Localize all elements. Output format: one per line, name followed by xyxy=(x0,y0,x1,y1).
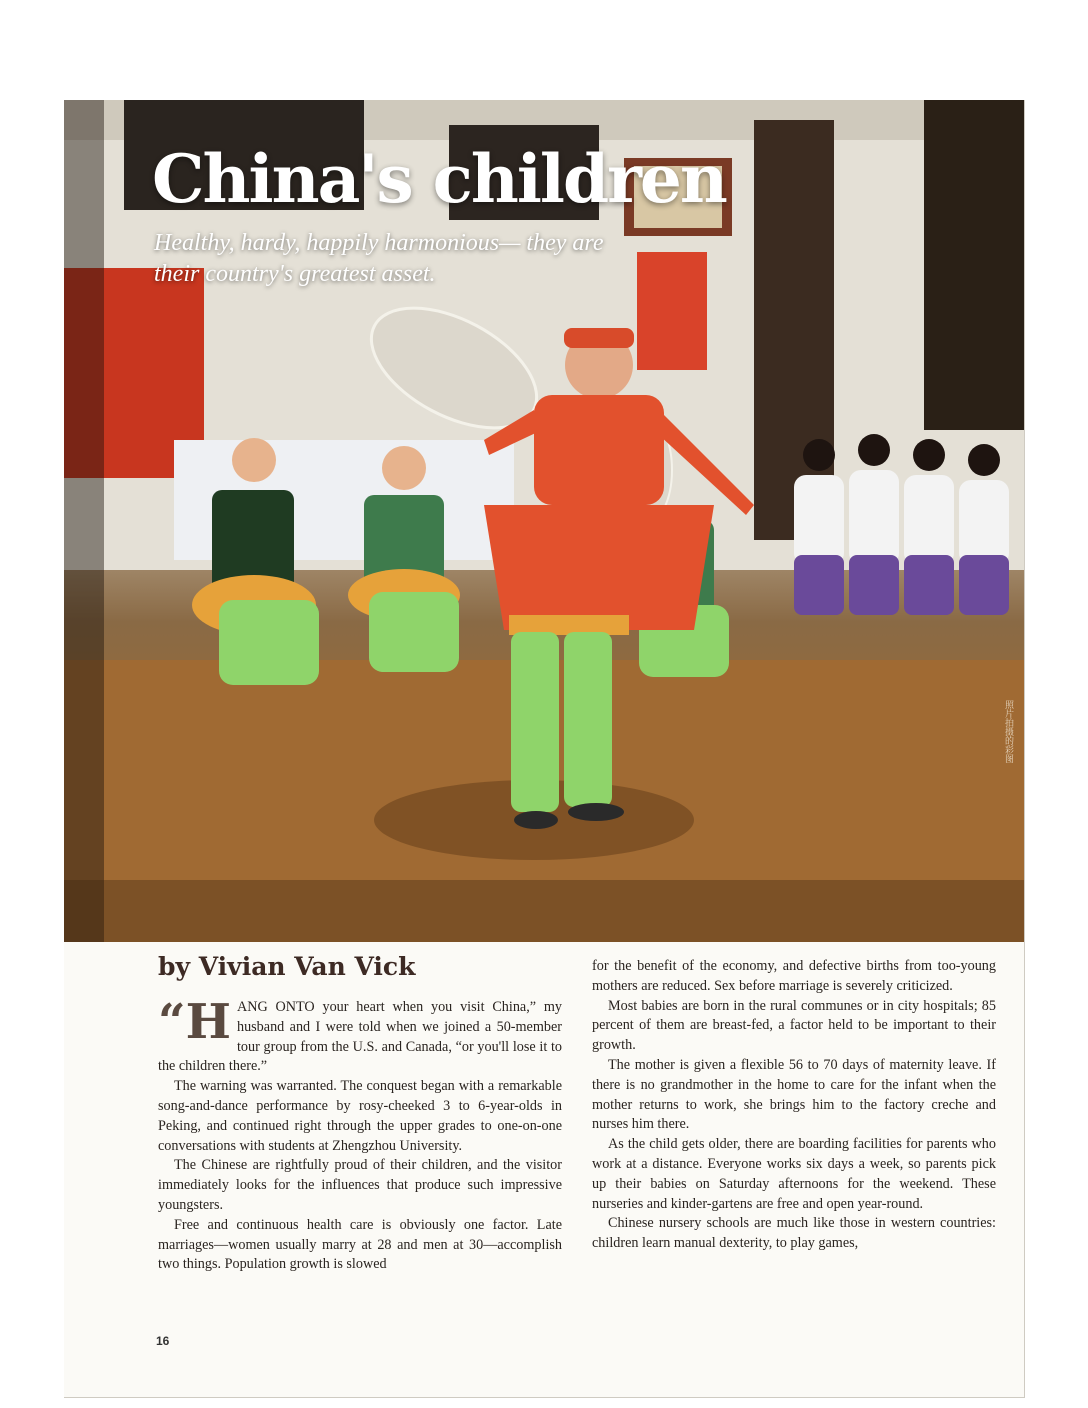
drop-cap: “H xyxy=(158,994,231,1050)
article-column-right xyxy=(592,957,996,1254)
headline: China's children xyxy=(152,140,726,218)
article-column-left xyxy=(158,994,562,1275)
photo-credit: 照片拍摄的彩图 xyxy=(1004,700,1014,763)
paragraph: Free and continuous health care is obviously one factor. Late marriages—women usually marry at 28 and men at 30—accomplish two things. Population growth is slowed xyxy=(158,1216,562,1273)
paragraph: Chinese nursery schools are much like those in western countries: children learn manual dexterity, to play games, xyxy=(592,1215,996,1252)
deck-subtitle: Healthy, hardy, happily harmonious— they are their country's greatest asset. xyxy=(154,230,604,287)
byline: by Vivian Van Vick xyxy=(158,952,416,981)
paragraph: The warning was warranted. The conquest began with a remarkable song-and-dance performance by rosy-cheeked 3 to 6-year-olds in Peking, and continued right through the upper grades to one-on-one conversations with students at Zhengzhou University. xyxy=(158,1078,562,1154)
page-number: 16 xyxy=(156,1334,170,1348)
cover-photo xyxy=(64,100,1024,942)
magazine-page xyxy=(64,100,1025,1398)
children-dancing-illustration xyxy=(64,100,1024,942)
paragraph: The mother is given a flexible 56 to 70 days of maternity leave. If there is no grandmother in the home to care for the infant when the mother returns to work, she brings him to the factory creche and nurses him there. xyxy=(592,1056,996,1133)
paragraph: for the benefit of the economy, and defective births from too-young mothers are reduced. Sex before marriage is severely criticized. xyxy=(592,958,996,994)
paragraph-text: ANG ONTO your heart when you visit China,” my husband and I were told when we joined a 50-member tour group from the U.S. and Canada, “or you'll lose it to the children there.” xyxy=(158,999,562,1075)
paragraph: As the child gets older, there are boarding facilities for parents who work at a distance. Everyone works six days a week, so parents pick up their babies on Saturday afternoons for the weekend. These nurseries and kinder-gartens are free and open year-round. xyxy=(592,1136,996,1212)
paragraph: The Chinese are rightfully proud of their children, and the visitor immediately looks for the influences that produce such impressive youngsters. xyxy=(158,1157,562,1213)
paragraph xyxy=(158,994,562,1077)
paragraph: Most babies are born in the rural communes or in city hospitals; 85 percent of them are breast-fed, a factor held to be important to their growth. xyxy=(592,997,996,1054)
